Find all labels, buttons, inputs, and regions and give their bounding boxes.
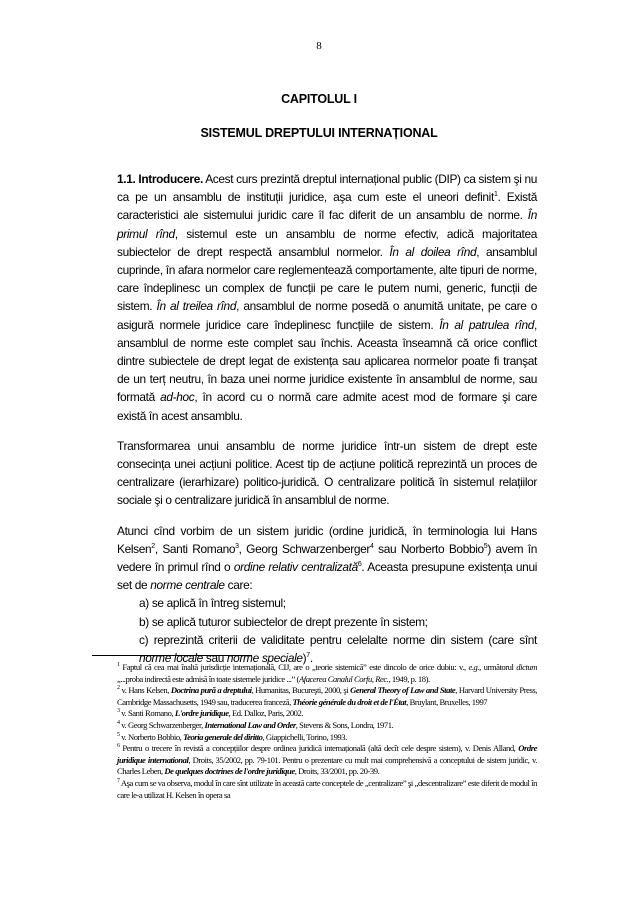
text-run: Pentru o trecere în revistă a concepțiilor despre ordinea juridică internațională (altă decît cele despre sistem), v. Denis Alland, <box>119 743 519 754</box>
footnote-number: 5 <box>117 731 120 738</box>
emphasis: Afacerea Canalul Corfu <box>298 673 372 684</box>
emphasis: dictum <box>516 662 537 672</box>
book-title: General Theory of Law and State <box>350 685 456 696</box>
text-run: . Există caracteristici ale sistemului juridic care îl fac diferit de un ansamblu de norme. <box>117 190 537 223</box>
book-title: Teoria generale del diritto <box>183 731 263 742</box>
footnote-6 <box>117 743 537 778</box>
footnote-3 <box>117 708 537 720</box>
text-run: v. Hans Kelsen, <box>119 685 171 696</box>
emphasis: e.g. <box>468 662 480 672</box>
footnote-ref-7[interactable]: 7 <box>306 652 310 660</box>
chapter-title: SISTEMUL DREPTULUI INTERNAȚIONAL <box>200 126 438 140</box>
emphasis: În primul rînd <box>117 208 537 241</box>
text-run: Atunci cînd vorbim de un sistem juridic (ordine juridică, în terminologia lui Hans Kelsen <box>117 523 537 556</box>
text-run: , sistemul este un ansamblu de norme efectiv, adică majoritatea subiectelor de drept respectă ansamblul normelor. <box>117 226 537 259</box>
footnote-number: 4 <box>117 720 120 727</box>
criteria-list <box>117 594 537 667</box>
chapter-heading: CAPITOLUL I <box>281 92 357 106</box>
emphasis: ordine relativ centralizată <box>233 560 358 575</box>
paragraph-transformation: Transformarea unui ansamblu de norme juridice într-un sistem de drept este consecința unei acțiuni politice. Acest tip de acțiune politică reprezintă un proces de centralizare (ierarhizare) politico-juridică. O centralizare politică în sistemul relațiilor sociale şi o centralizare juridică în ansamblul de norme. <box>117 438 537 508</box>
text-run: c) reprezintă criterii de validitate pentru celelalte norme din sistem (care sînt <box>139 632 537 647</box>
emphasis: Rec. <box>375 673 389 684</box>
text-run: Faptul că cea mai înaltă jurisdicție internațională, CIJ, are o „teorie sistemică” este dincolo de orice dubiu: v., <box>119 662 469 672</box>
text-run: v. Georg Schwarzenberger, <box>119 719 205 730</box>
text-run: sau <box>202 651 227 666</box>
emphasis: În al doilea rînd <box>389 244 477 259</box>
footnote-separator <box>92 655 252 656</box>
text-run: care: <box>224 578 253 593</box>
text-run: . <box>309 651 313 666</box>
text-run: , în acord cu o normă care admite acest mod de formare şi care există în acest ansamblu. <box>117 390 537 423</box>
text-run: sau Norberto Bobbio <box>373 541 484 556</box>
footnote-ref-5[interactable]: 5 <box>483 542 488 550</box>
text-run: v. Santi Romano, <box>119 708 175 719</box>
book-title: International Law and Order <box>204 719 296 730</box>
text-run: , Ed. Dalloz, Paris, 2002. <box>228 708 304 719</box>
text-run: , Humanitas, Bucureşti, 2000, şi <box>251 685 351 696</box>
text-run: , Droits, 33/2001, pp. 20-39. <box>294 766 380 777</box>
text-run: . Aceasta presupune existența unui set de <box>117 560 537 593</box>
footnote-number: 1 <box>117 662 120 669</box>
text-run: , Stevens & Sons, Londra, 1971. <box>295 719 394 730</box>
text-run: Acest curs prezintă dreptul internațional public (DIP) ca sistem şi nu ca pe un ansamblu de instituții juridice, aşa cum este el uneori definit <box>117 172 538 205</box>
footnote-number: 2 <box>117 685 120 692</box>
footnote-ref-1[interactable]: 1 <box>493 191 498 199</box>
text-run: , Droits, 35/2002, pp. 79-101. Pentru o prezentare cu mult mai comprehensivă a conceptului de sistem juridic, v. Charles Leben, <box>117 754 537 777</box>
text-run: „...proba indirectă este admisă în toate sistemele juridice ...” ( <box>117 673 299 684</box>
paragraph-system <box>117 522 537 595</box>
body-text <box>117 170 537 667</box>
section-heading: 1.1. Introducere. <box>117 172 203 186</box>
footnote-ref-6[interactable]: 6 <box>357 561 362 569</box>
emphasis: În al treilea rînd <box>156 299 237 314</box>
footnote-4 <box>117 720 537 732</box>
list-item-b: b) se aplică tuturor subiectelor de drept prezente în sistem; <box>139 614 428 629</box>
book-title: De quelques doctrines de l'ordre juridique <box>164 766 295 777</box>
page-number: 8 <box>316 40 322 52</box>
footnote-1 <box>117 662 537 685</box>
list-item-a: a) se aplică în întreg sistemul; <box>139 596 286 611</box>
text-run: ) <box>302 651 307 666</box>
text-run: , ansamblul de norme este complet sau închis. Aceasta înseamnă că orice conflict dintre subiectele de drept legat de existența sau aplicarea normelor poate fi tranşat de un terț neutru, în baza unei norme juridice existente în ansamblul de norme, sau formată <box>117 317 537 405</box>
footnote-7 <box>117 778 537 801</box>
text-run: ) avem în vedere în primul rînd o <box>117 541 537 575</box>
text-run: , ansamblul cuprinde, în afara normelor care reglementează comportamente, alte tipuri de norme, care îndeplinesc un complex de funcții pe care le putem numi, generic, funcții de sistem. <box>117 244 538 314</box>
footnote-number: 7 <box>117 778 120 785</box>
text-run: , ansamblul de norme posedă o anumită unitate, pe care o asigură normele juridice care îndeplinesc funcțiile de sistem. <box>117 299 537 332</box>
footnote-ref-4[interactable]: 4 <box>370 542 374 550</box>
text-run: , Harvard University Press, Cambridge Massachusetts, 1949 sau, traducerea franceză, <box>117 685 537 707</box>
book-title: L'ordre juridique <box>174 708 229 719</box>
text-run: , Bruylant, Bruxelles, 1997 <box>406 696 488 707</box>
footnotes <box>117 662 537 801</box>
text-run: v. Norberto Bobbio, <box>119 731 184 742</box>
book-title: Ordre juridique international <box>117 743 537 765</box>
footnote-ref-3[interactable]: 3 <box>235 542 239 550</box>
footnote-5 <box>117 732 537 744</box>
text-run: , următorul <box>479 662 517 672</box>
book-title: Théorie générale du droit et de l'État <box>292 696 407 707</box>
emphasis: norme speciale <box>226 651 303 666</box>
emphasis: norme locale <box>139 651 203 666</box>
text-run: , Georg Schwarzenberger <box>238 541 370 556</box>
emphasis: norme centrale <box>150 578 225 593</box>
text-run: Aşa cum se va observa, modul în care sînt utilizate în această carte conceptele de „centralizare” şi „descentralizare” este diferit de modul în care le-a utilizat H. Kelsen în opera sa <box>117 777 537 800</box>
footnote-number: 6 <box>117 743 120 750</box>
paragraph-introduction <box>117 170 537 425</box>
text-run: , 1949, p. 18). <box>388 673 430 684</box>
text-run: , Santi Romano <box>154 541 236 556</box>
emphasis: ad-hoc <box>160 390 195 405</box>
text-run: , <box>371 673 376 684</box>
emphasis: În al patrulea rînd <box>439 317 535 332</box>
footnote-ref-2[interactable]: 2 <box>151 542 155 550</box>
footnote-number: 3 <box>117 708 120 715</box>
footnote-2 <box>117 685 537 708</box>
book-title: Doctrina pură a dreptului <box>170 685 252 696</box>
text-run: , Giappichelli, Torino, 1993. <box>262 731 347 742</box>
